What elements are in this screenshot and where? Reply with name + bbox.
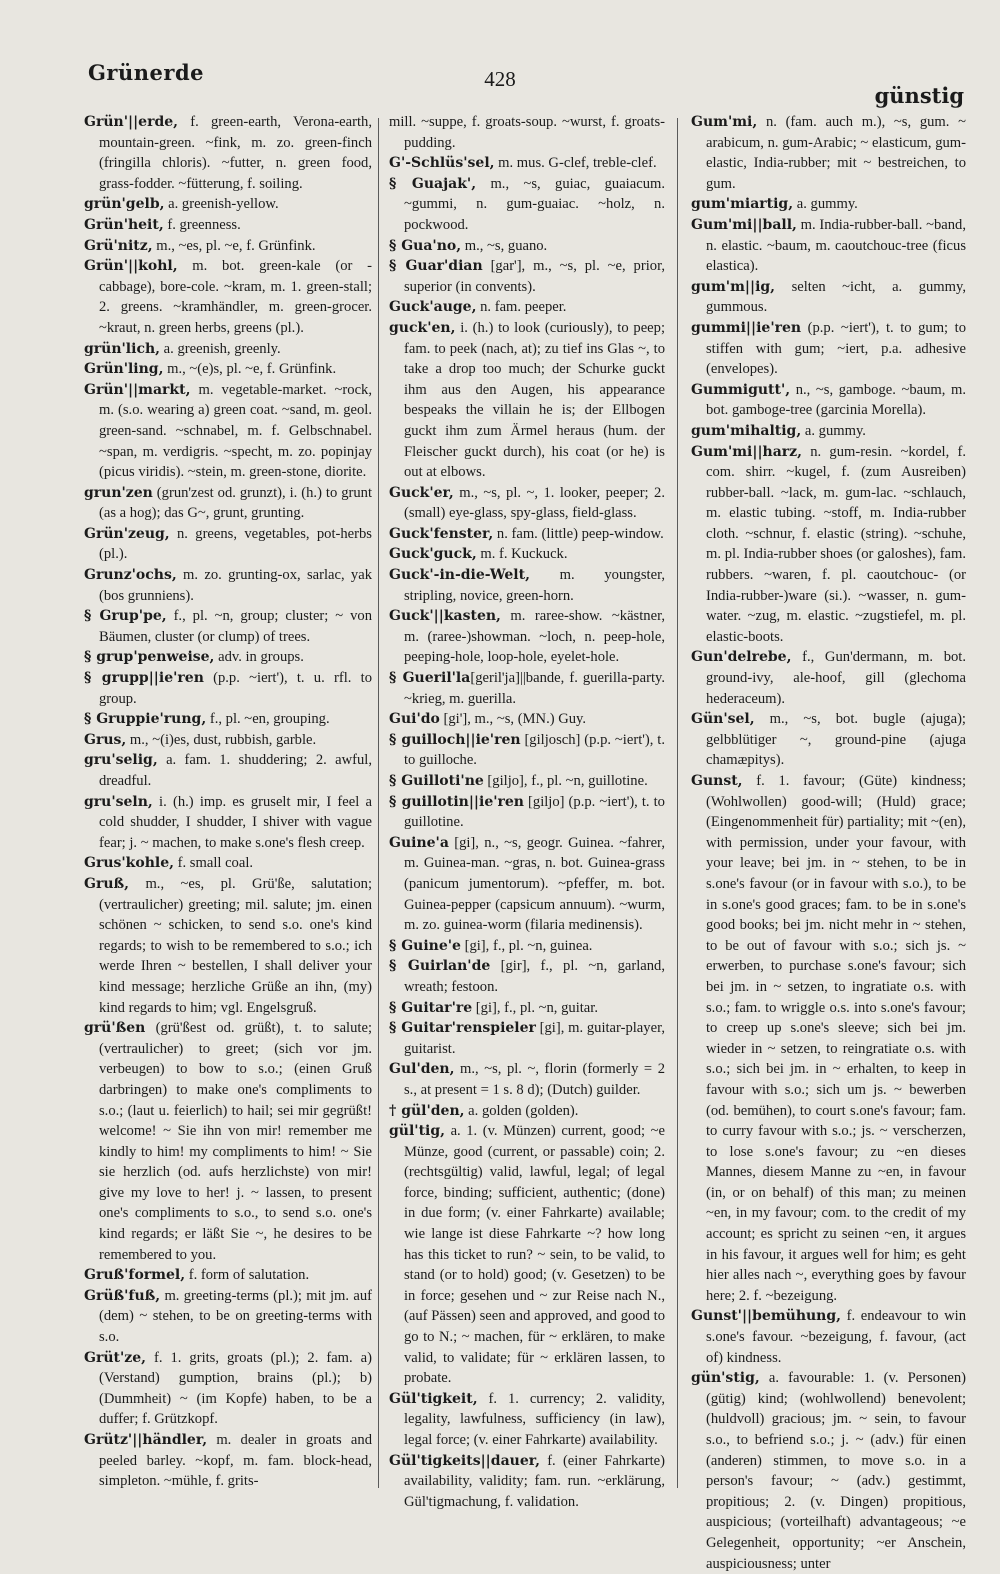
headword: grü'ßen (84, 1020, 146, 1037)
headword: § Gua'no, (389, 237, 462, 254)
dictionary-entry (389, 256, 665, 297)
headword: G'-Schlüs'sel, (389, 155, 495, 172)
dictionary-entry (389, 1389, 665, 1451)
dictionary-entry (84, 524, 372, 565)
left-guide-word: Grünerde (88, 60, 205, 85)
entry-definition: m. mus. G-clef, treble-clef. (494, 155, 657, 172)
headword: Gün'sel, (691, 711, 755, 728)
headword: § guilloch||ie'ren (389, 731, 521, 748)
headword: Gum'mi||harz, (691, 443, 803, 460)
dictionary-entry (84, 668, 372, 709)
headword: Gummigutt', (691, 381, 791, 398)
headword: § Guirlan'de (389, 958, 491, 975)
dictionary-entry (389, 833, 665, 936)
headword: Grün'heit, (84, 216, 164, 233)
entry-definition: m., ~(i)es, dust, rubbish, garble. (126, 731, 317, 748)
entry-definition: i. (h.) imp. es gruselt mir, I feel a cold shudder, I shudder, I shiver with vague fear; j. ~ machen, to make s.one's flesh creep. (99, 793, 372, 851)
headword: gum'm||ig, (691, 278, 776, 295)
dictionary-entry (84, 565, 372, 606)
entry-definition: mill. ~suppe, f. groats-soup. ~wurst, f. groats-pudding. (389, 114, 665, 151)
entry-definition: [geril'ja]||bande, f. guerilla-party. ~krieg, m. guerilla. (404, 670, 665, 707)
entry-definition: a. golden (golden). (464, 1102, 579, 1119)
headword: Grü'nitz, (84, 237, 153, 254)
entry-definition: [gar'], m., ~s, pl. ~e, prior, superior (in convents). (404, 258, 665, 295)
entry-definition: a. fam. 1. shuddering; 2. awful, dreadful. (99, 752, 372, 789)
headword: gum'miartig, (691, 196, 794, 213)
column-3 (691, 112, 966, 1572)
dictionary-entry (84, 1348, 372, 1430)
headword: Grün'||kohl, (84, 258, 178, 275)
entry-definition: m., ~es, pl. Grü'ße, salutation; (vertraulicher) greeting; mil. salute; jm. einen schönen ~ schicken, to send s.o. one's kind regards; to wish to be remembered to s.o.; ich werde Ihren ~ bestellen, I shall deliver your kind message; herzliche Grüße an ihn, (my) kind regards to him; vgl. Engelsgruß. (99, 875, 372, 1016)
entry-definition: m., ~es, pl. ~e, f. Grünfink. (152, 237, 316, 254)
dictionary-entry (389, 1059, 665, 1100)
entry-definition: a. greenish-yellow. (164, 196, 279, 213)
dictionary-entry (389, 936, 665, 957)
headword: Grus'kohle, (84, 855, 174, 872)
headword: Gum'mi||ball, (691, 216, 797, 233)
dictionary-entry (691, 1368, 966, 1574)
headword: Gül'tigkeits||dauer, (389, 1452, 540, 1469)
dictionary-entry (84, 1265, 372, 1286)
dictionary-entry (389, 297, 665, 318)
page-number: 428 (484, 67, 516, 91)
headword: § Grup'pe, (84, 608, 167, 625)
dictionary-entry (691, 215, 966, 277)
dictionary-entry (389, 483, 665, 524)
dictionary-entry (389, 668, 665, 709)
entry-definition: a. 1. (v. Münzen) current, good; ~e Münze, good (current, or passable) coin; 2. (rechtsgültig) valid, lawful, legal; of legal force, binding; sufficient, authentic; (done) in due form; (v. einer Fahrkarte) available; wie lange ist diese Fahrkarte ~? how long has this ticket to run? ~ sein, to be valid, to stand (or to hold) good; (v. Gesetzen) to be in force; gesehen und ~ zur Reise nach N., (auf Pässen) seen and approved, and good to go to N.; ~ machen, für ~ erklären, to make valid, to validate; für ~ erklären lassen, to probate. (404, 1123, 665, 1387)
dictionary-entry (389, 112, 665, 153)
headword: Guck'fenster, (389, 525, 494, 542)
headword: Gruß'formel, (84, 1267, 186, 1284)
dictionary-entry (84, 359, 372, 380)
entry-definition: f. green-earth, Verona-earth, mountain-green. ~fink, m. zo. green-finch (fringilla chloris). ~futter, n. green food, grass-fodder. ~fütterung, f. soiling. (99, 114, 372, 192)
entry-definition: f. 1. favour; (Güte) kindness; (Wohlwollen) good-will; (Huld) grace; (Eingenommenheit für) partiality; mit ~(en), with permission, under your favour, with your leave; bei jm. in ~ stehen, to be in s.one's favour (or in favour with s.o.), to be in s.one's good graces; fam. to be in s.one's good books; bei jm. nicht mehr in ~ stehen, to be out of favour with s.o.; sich js. ~ erwerben, to purchase s.one's favour; sich bei jm. in ~ setzen, to ingratiate o.s. with s.o.; fam. to wriggle o.s. into s.one's favour; to creep up s.one's sleeve; sich bei jm. wieder in ~ setzen, to reingratiate o.s. with s.o.; sich bei jm. in ~ erhalten, to keep in favour with s.o.; sich um js. ~ bewerben (od. bemühen), to court s.one's favour; fam. to curry favour with s.o.; js. ~ verscherzen, to lose s.one's favour; zu ~en dieses Mannes, diesem Manne zu ~en, in favour (in, or on behalf) of this man; zu meinen ~en, in my favour; com. to the credit of my account; es spricht zu seinen ~en, it argues in his favour, it argues well for him; es geht hier alles nach ~, everything goes by favour here; 2. f. ~bezeigung. (706, 773, 966, 1304)
headword: § grupp||ie'ren (84, 670, 204, 687)
headword: § Gruppie'rung, (84, 711, 207, 728)
dictionary-entry (389, 771, 665, 792)
entry-definition: f. (einer Fahrkarte) availability, validity; fam. run. ~erklärung, Gül'tigmachung, f. validation. (404, 1452, 665, 1510)
dictionary-entry (84, 853, 372, 874)
headword: Grunz'ochs, (84, 567, 177, 584)
dictionary-entry (691, 380, 966, 421)
entry-definition: m. India-rubber-ball. ~band, n. elastic. ~baum, m. caoutchouc-tree (ficus elastica). (706, 216, 966, 275)
headword: § grup'penweise, (84, 649, 215, 666)
dictionary-entry (389, 544, 665, 565)
headword: Grün'||markt, (84, 381, 191, 398)
headword: † gül'den, (389, 1102, 465, 1119)
entry-definition: f., pl. ~en, grouping. (206, 711, 330, 728)
entry-definition: a. greenish, greenly. (160, 340, 281, 357)
column-divider (378, 118, 379, 1488)
dictionary-entry (389, 236, 665, 257)
dictionary-entry (84, 709, 372, 730)
entry-definition: m. greeting-terms (pl.); mit jm. auf (dem) ~ stehen, to be on greeting-terms with s.o. (99, 1287, 372, 1346)
entry-definition: n. (fam. auch m.), ~s, gum. ~ arabicum, n. gum-Arabic; ~ elasticum, gum-elastic, India-rubber; mit ~ bestreichen, to gum. (706, 114, 966, 192)
dictionary-entry (691, 318, 966, 380)
column-2 (389, 112, 665, 1510)
dictionary-entry (389, 1451, 665, 1513)
dictionary-entry (389, 1121, 665, 1389)
headword: Gül'tigkeit, (389, 1390, 478, 1407)
headword: § Guar'dian (389, 258, 483, 275)
entry-definition: m., ~s, guiac, guaiacum. ~gummi, n. gum-guaiac. ~holz, n. pockwood. (404, 175, 665, 233)
entry-definition: [giljo] (p.p. ~iert'), t. to guillotine. (404, 793, 665, 831)
dictionary-entry (84, 194, 372, 215)
entry-definition: m. raree-show. ~kästner, m. (raree-)showman. ~loch, n. peep-hole, peeping-hole, loop-hole, eyelet-hole. (404, 608, 665, 666)
entry-definition: [giljo], f., pl. ~n, guillotine. (483, 773, 648, 789)
headword: guck'en, (389, 319, 456, 336)
entry-definition: f. greenness. (163, 216, 241, 233)
entry-definition: (grü'ßest od. grüßt), t. to salute; (vertraulicher) to greet; (sich vor jm. verbeugen) to bow to s.o.; (einen Gruß darbringen) to make one's compliments to s.o.; (laut u. feierlich) to hail; sei mir gegrüßt! welcome! ~ Sie ihn von mir! remember me kindly to him! my compliments to him! ~ Sie sie herzlich (od. aufs herzlichste) von mir! give my love to her! j. ~ lassen, to present one's compliments to s.o., to send s.o. one's kind regards; er läßt Sie ~, he desires to be remembered to you. (99, 1020, 372, 1263)
entry-definition: n. gum-resin. ~kordel, f. com. shirr. ~kugel, f. (zum Ausreiben) rubber-ball. ~lack, m. gum-lac. ~schlauch, m. elastic tubing. ~stoff, m. India-rubber cloth. ~schnur, f. elastic (string). ~schuhe, m. pl. India-rubber shoes (or galoshes), fam. rubbers. ~waren, f. pl. caoutchouc- (or India-rubber-)ware (si.). ~wasser, n. gum-water. ~zug, m. elastic. ~zugstiefel, m. pl. elastic-boots. (706, 443, 966, 645)
entry-definition: f. endeavour to win s.one's favour. ~bezeigung, f. favour, (act of) kindness. (706, 1308, 966, 1366)
entry-definition: f. 1. grits, groats (pl.); 2. fam. a) (Verstand) gumption, brains (pl.); b) (Dummheit) ~ (im Kopfe) haben, to be a duffer; f. Grützkopf. (99, 1349, 372, 1428)
headword: Grün'ling, (84, 361, 164, 378)
headword: Gui'do (389, 711, 440, 728)
dictionary-entry (84, 730, 372, 751)
dictionary-entry (84, 1018, 372, 1265)
headword: gül'tig, (389, 1123, 446, 1140)
column-divider (677, 118, 678, 1488)
headword: gün'stig, (691, 1370, 760, 1387)
entry-definition: m. zo. grunting-ox, sarlac, yak (bos grunniens). (99, 567, 372, 604)
entry-definition: i. (h.) to look (curiously), to peep; fam. to peek (nach, at); zu tief ins Glas ~, to take a drop too much; der Schurke guckt ihm aus den Augen, his appearance bespeaks the villain he is; der Ellbogen guckt ihm zum Ärmel heraus (hum. der Fleischer guckt durch), his coat (or he) is out at elbows. (404, 319, 665, 481)
column-1 (84, 112, 372, 1507)
entry-definition: [gi], f., pl. ~n, guitar. (472, 999, 598, 1016)
entry-definition: a. gummy. (793, 196, 858, 213)
dictionary-entry (84, 339, 372, 360)
entry-definition: (grun'zest od. grunzt), i. (h.) to grunt (as a hog); das G~, grunt, grunting. (99, 484, 372, 522)
entry-definition: adv. in groups. (214, 649, 304, 666)
entry-definition: selten ~icht, a. gummy, gummous. (706, 278, 966, 316)
entry-definition: (p.p. ~iert'), t. to gum; to stiffen with gum; ~iert, p.a. adhesive (envelopes). (706, 319, 966, 378)
entry-definition: n. fam. (little) peep-window. (493, 525, 664, 542)
dictionary-entry (389, 524, 665, 545)
dictionary-entry (389, 956, 665, 997)
dictionary-entry (389, 1101, 665, 1122)
entry-definition: [gi], n., ~s, geogr. Guinea. ~fahrer, m. Guinea-man. ~gras, n. bot. Guinea-grass (panicum jumentorum). ~pfeffer, m. bot. Guinea-pepper (capsicum annuum). ~wurm, m. zo. guinea-worm (filaria medinensis). (404, 834, 665, 934)
headword: § Guitar'renspieler (389, 1020, 536, 1037)
headword: grün'gelb, (84, 196, 165, 213)
dictionary-entry (691, 709, 966, 771)
entry-definition: f. form of salutation. (185, 1267, 310, 1284)
entry-definition: m., ~(e)s, pl. ~e, f. Grünfink. (163, 361, 337, 378)
dictionary-entry (84, 1286, 372, 1348)
entry-definition: m. vegetable-market. ~rock, m. (s.o. wearing a) green coat. ~sand, m. geol. green-sand. ~schnabel, m. f. Gelbschnabel. ~span, m. verdigris. ~specht, m. zo. popinjay (picus viridis). ~stein, m. green-stone, diorite. (99, 381, 372, 481)
headword: Gun'delrebe, (691, 649, 792, 666)
headword: Grüt'ze, (84, 1349, 146, 1366)
dictionary-entry (84, 647, 372, 668)
dictionary-entry (84, 483, 372, 524)
dictionary-entry (84, 215, 372, 236)
headword: Gum'mi, (691, 114, 758, 130)
entry-definition: f. 1. currency; 2. validity, legality, lawfulness, sufficiency (in law), legal force; (v. einer Fahrkarte) availability. (404, 1390, 665, 1448)
dictionary-entry (84, 1430, 372, 1492)
entry-definition: m., ~s, guano. (461, 237, 548, 254)
dictionary-entry (84, 112, 372, 194)
headword: § Gueril'la (389, 670, 471, 687)
headword: § Guitar're (389, 999, 473, 1016)
entry-definition: f. small coal. (174, 855, 254, 872)
entry-definition: m. bot. green-kale (or -cabbage), bore-cole. ~kram, m. 1. green-stall; 2. greens. ~kramhändler, m. green-grocer. ~kraut, n. green herbs, greens (pl.). (99, 258, 372, 336)
headword: grün'lich, (84, 340, 161, 357)
entry-definition: [gi], f., pl. ~n, guinea. (460, 937, 593, 954)
dictionary-entry (84, 606, 372, 647)
dictionary-entry (389, 174, 665, 236)
headword: Guck'auge, (389, 299, 477, 316)
headword: § Guilloti'ne (389, 773, 484, 789)
entry-definition: m., ~s, pl. ~, 1. looker, peeper; 2. (small) eye-glass, spy-glass, field-glass. (404, 484, 665, 522)
dictionary-entry (389, 565, 665, 606)
dictionary-entry (691, 194, 966, 215)
entry-definition: m. f. Kuckuck. (476, 546, 568, 563)
headword: Grütz'||händler, (84, 1432, 208, 1448)
dictionary-entry (84, 380, 372, 483)
dictionary-entry (84, 750, 372, 791)
dictionary-entry (691, 442, 966, 648)
headword: § Guine'e (389, 937, 461, 954)
headword: Grün'||erde, (84, 114, 179, 130)
headword: Guck'||kasten, (389, 608, 501, 625)
dictionary-entry (389, 318, 665, 483)
headword: gru'selig, (84, 752, 158, 769)
headword: § guillotin||ie'ren (389, 793, 524, 810)
headword: Gunst'||bemühung, (691, 1308, 842, 1325)
entry-definition: f., pl. ~n, group; cluster; ~ von Bäumen, cluster (or clump) of trees. (99, 608, 372, 645)
dictionary-entry (389, 153, 665, 174)
dictionary-entry (84, 874, 372, 1018)
entry-definition: n. fam. peeper. (476, 299, 567, 316)
headword: Grus, (84, 731, 127, 748)
dictionary-entry (389, 709, 665, 730)
running-header (0, 0, 1000, 110)
dictionary-entry (84, 256, 372, 338)
entry-definition: [giljosch] (p.p. ~iert'), t. to guilloche. (404, 731, 665, 769)
headword: gum'mihaltig, (691, 422, 802, 439)
dictionary-entry (389, 606, 665, 668)
entry-definition: n., ~s, gamboge. ~baum, m. bot. gamboge-tree (garcinia Morella). (706, 381, 966, 419)
entry-definition: [gi], m. guitar-player, guitarist. (404, 1020, 665, 1057)
headword: gru'seln, (84, 793, 153, 810)
headword: gummi||ie'ren (691, 319, 802, 336)
entry-definition: m., ~s, bot. bugle (ajuga); gelbblütiger ~, ground-pine (ajuga chamæpitys). (706, 711, 966, 769)
headword: Guck'guck, (389, 546, 477, 563)
headword: Guine'a (389, 834, 449, 851)
entry-definition: (p.p. ~iert'), t. u. rfl. to group. (99, 670, 372, 707)
entry-definition: f., Gun'dermann, m. bot. ground-ivy, ale-hoof, gill (glechoma hederaceum). (706, 649, 966, 707)
dictionary-entry (691, 1306, 966, 1368)
headword: grun'zen (84, 484, 153, 501)
dictionary-entry (691, 647, 966, 709)
entry-definition: [gi'], m., ~s, (MN.) Guy. (439, 711, 587, 728)
entry-definition: n. greens, vegetables, pot-herbs (pl.). (99, 525, 372, 563)
dictionary-entry (84, 236, 372, 257)
headword: Gunst, (691, 773, 743, 789)
dictionary-entry (691, 421, 966, 442)
entry-definition: a. favourable: 1. (v. Personen) (gütig) kind; (wohlwollend) benevolent; (huldvoll) gracious; jm. ~ sein, to favour s.o., to befriend s.o.; j. ~ (adv.) für einen (anderen) stimmen, to move s.o. in a person's favour; ~ (adv.) gestimmt, propitious; 2. (v. Dingen) propitious, auspicious; (vorteilhaft) advantageous; ~e Gelegenheit, opportunity; ~er Anschein, auspiciousness; unter (706, 1370, 966, 1572)
headword: Guck'-in-die-Welt, (389, 567, 530, 584)
entry-definition: m. dealer in groats and peeled barley. ~kopf, m. fam. block-head, simpleton. ~mühle, f. grits- (99, 1432, 372, 1490)
headword: Guck'er, (389, 484, 454, 501)
dictionary-entry (389, 730, 665, 771)
entry-definition: [gir], f., pl. ~n, garland, wreath; festoon. (404, 958, 665, 995)
headword: Grün'zeug, (84, 525, 170, 542)
dictionary-entry (84, 792, 372, 854)
headword: Grüß'fuß, (84, 1287, 161, 1304)
headword: § Guajak', (389, 175, 477, 192)
dictionary-entry (691, 771, 966, 1306)
entry-definition: m., ~s, pl. ~, florin (formerly = 2 s., at present = 1 s. 8 d); (Dutch) guilder. (404, 1061, 665, 1098)
entry-definition: m. youngster, stripling, novice, green-horn. (404, 567, 665, 604)
entry-definition: a. gummy. (801, 422, 866, 439)
headword: Gul'den, (389, 1061, 455, 1078)
dictionary-entry (389, 1018, 665, 1059)
dictionary-entry (691, 112, 966, 194)
headword: Gruß, (84, 875, 130, 892)
dictionary-entry (691, 277, 966, 318)
right-guide-word: günstig (874, 83, 964, 108)
dictionary-entry (389, 792, 665, 833)
dictionary-entry (389, 998, 665, 1019)
